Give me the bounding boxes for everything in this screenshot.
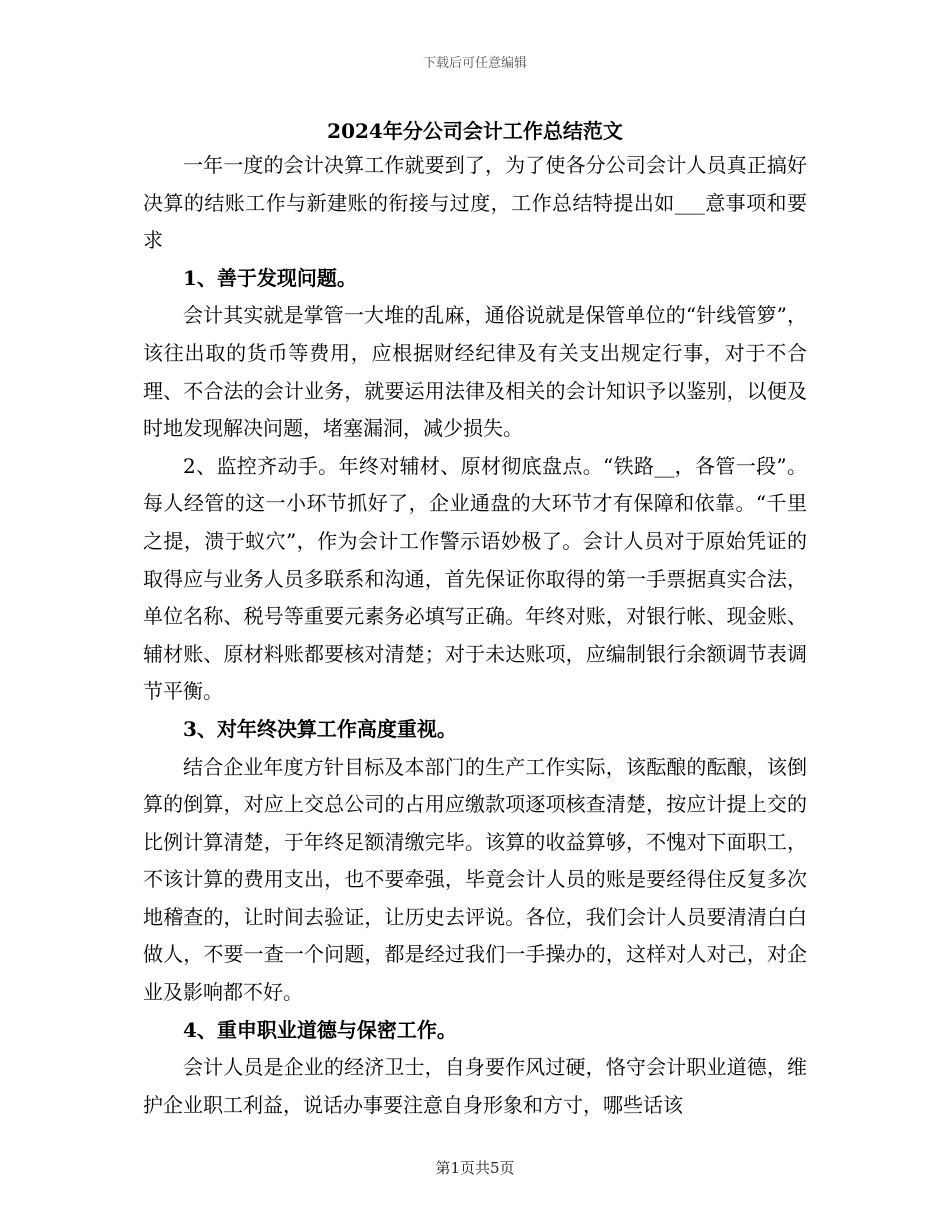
intro-paragraph: 一年一度的会计决算工作就要到了，为了使各分公司会计人员真正搞好决算的结账工作与新建账的衔接与过度，工作总结特提出如___意事项和要求	[143, 153, 807, 253]
document-title: 2024年分公司会计工作总结范文	[327, 119, 623, 143]
section-heading-1: 1、善于发现问题。	[183, 265, 357, 290]
document-body	[143, 147, 807, 1124]
page-number: 第1页共5页	[435, 1159, 515, 1177]
section-body-4: 会计人员是企业的经济卫士，自身要作风过硬，恪守会计职业道德，维护企业职工利益，说话办事要注意自身形象和方寸，哪些话该	[143, 1055, 807, 1117]
page-header: 下载后可任意编辑	[422, 56, 527, 71]
section-body-1: 会计其实就是掌管一大堆的乱麻，通俗说就是保管单位的“针线管箩”，该往出取的货币等费用，应根据财经纪律及有关支出规定行事，对于不合理、不合法的会计业务，就要运用法律及相关的会计知识予以鉴别，以便及时地发现解决问题，堵塞漏洞，减少损失。	[143, 303, 807, 441]
section-body-3: 结合企业年度方针目标及本部门的生产工作实际，该酝酿的酝酿，该倒算的倒算，对应上交总公司的占用应缴款项逐项核查清楚，按应计提上交的比例计算清楚，于年终足额清缴完毕。该算的收益算够，不愧对下面职工，不该计算的费用支出，也不要牵强，毕竟会计人员的账是要经得住反复多次地稽查的，让时间去验证，让历史去评说。各位，我们会计人员要清清白白做人，不要一查一个问题，都是经过我们一手操办的，这样对人对己，对企业及影响都不好。	[143, 754, 807, 1005]
section-heading-4: 4、重申职业道德与保密工作。	[183, 1017, 457, 1042]
section-body-2: 2、监控齐动手。年终对辅材、原材彻底盘点。“铁路__，各管一段”。每人经管的这一小环节抓好了，企业通盘的大环节才有保障和依靠。“千里之提，溃于蚁穴”，作为会计工作警示语妙极了。会计人员对于原始凭证的取得应与业务人员多联系和沟通，首先保证你取得的第一手票据真实合法，单位名称、税号等重要元素务必填写正确。年终对账，对银行帐、现金账、辅材账、原材料账都要核对清楚；对于未达账项，应编制银行余额调节表调节平衡。	[143, 453, 807, 704]
section-heading-3: 3、对年终决算工作高度重视。	[183, 716, 457, 741]
